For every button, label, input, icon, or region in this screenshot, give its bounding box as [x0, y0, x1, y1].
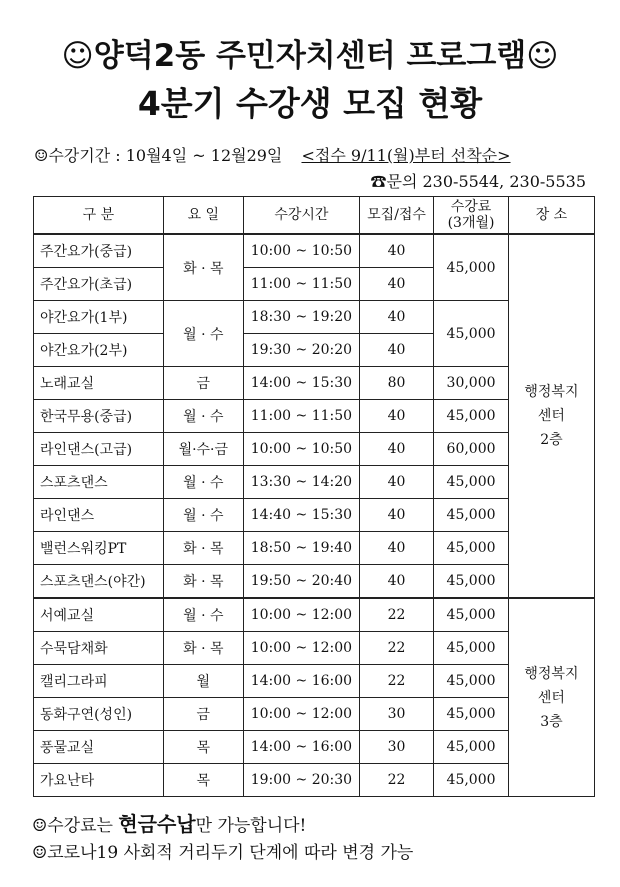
program-fee: 45,000: [434, 532, 509, 565]
program-time: 18:30 ~ 19:20: [243, 301, 359, 334]
program-fee: 45,000: [434, 698, 509, 731]
table-row: [34, 234, 595, 268]
program-table: [33, 196, 595, 797]
reception-text: <접수 9/11(월)부터 선착순>: [301, 146, 511, 165]
program-day: 화 · 목: [163, 632, 243, 665]
header-day: 요 일: [163, 197, 243, 235]
program-time: 19:30 ~ 20:20: [243, 334, 359, 367]
program-recruit: 30: [359, 731, 433, 764]
program-time: 10:00 ~ 12:00: [243, 698, 359, 731]
program-name: 주간요가(초급): [34, 268, 164, 301]
program-name: 라인댄스(고급): [34, 433, 164, 466]
place-2f: [508, 234, 594, 598]
note-payment-prefix: ☺수강료는: [32, 816, 119, 836]
program-recruit: 40: [359, 301, 433, 334]
program-recruit: 22: [359, 598, 433, 632]
program-name: 노래교실: [34, 367, 164, 400]
program-recruit: 40: [359, 499, 433, 532]
program-time: 14:00 ~ 16:00: [243, 665, 359, 698]
program-day: 화 · 목: [163, 565, 243, 599]
program-name: 밸런스워킹PT: [34, 532, 164, 565]
program-recruit: 40: [359, 334, 433, 367]
program-fee: 45,000: [434, 665, 509, 698]
program-day: 월 · 수: [163, 598, 243, 632]
header-place: 장 소: [508, 197, 594, 235]
program-fee: 60,000: [434, 433, 509, 466]
program-recruit: 22: [359, 665, 433, 698]
note-covid: ☺코로나19 사회적 거리두기 단계에 따라 변경 가능: [32, 843, 414, 863]
program-name: 서예교실: [34, 598, 164, 632]
program-time: 14:40 ~ 15:30: [243, 499, 359, 532]
program-recruit: 40: [359, 234, 433, 268]
header-recruit: 모집/접수: [359, 197, 433, 235]
program-recruit: 40: [359, 268, 433, 301]
program-name: 스포츠댄스: [34, 466, 164, 499]
program-time: 10:00 ~ 10:50: [243, 433, 359, 466]
program-fee: 45,000: [434, 499, 509, 532]
program-day: 월: [163, 665, 243, 698]
program-day: 월 · 수: [163, 466, 243, 499]
place-3f-line3: 3층: [540, 713, 563, 730]
program-time: 14:00 ~ 16:00: [243, 731, 359, 764]
program-fee: 45,000: [434, 234, 509, 301]
title-line-1: ☺양덕2동 주민자치센터 프로그램☺: [61, 38, 559, 74]
contact-text: ☎문의 230-5544, 230-5535: [370, 172, 586, 191]
program-name: 수묵담채화: [34, 632, 164, 665]
program-day: 화 · 목: [163, 532, 243, 565]
program-day: 목: [163, 764, 243, 797]
program-time: 13:30 ~ 14:20: [243, 466, 359, 499]
program-recruit: 80: [359, 367, 433, 400]
program-fee: 45,000: [434, 598, 509, 632]
program-recruit: 40: [359, 400, 433, 433]
program-time: 14:00 ~ 15:30: [243, 367, 359, 400]
program-fee: 45,000: [434, 400, 509, 433]
program-name: 스포츠댄스(야간): [34, 565, 164, 599]
program-time: 18:50 ~ 19:40: [243, 532, 359, 565]
program-name: 가요난타: [34, 764, 164, 797]
header-time: 수강시간: [243, 197, 359, 235]
table-header-row: [34, 197, 595, 235]
program-name: 동화구연(성인): [34, 698, 164, 731]
program-day: 월 · 수: [163, 499, 243, 532]
program-fee: 45,000: [434, 301, 509, 367]
program-recruit: 40: [359, 565, 433, 599]
place-3f-line1: 행정복지: [524, 665, 579, 682]
title-line-2: 4분기 수강생 모집 현황: [137, 84, 483, 123]
program-recruit: 40: [359, 532, 433, 565]
program-name: 한국무용(중급): [34, 400, 164, 433]
header-fee-line2: (3개월): [447, 215, 495, 231]
program-time: 10:00 ~ 10:50: [243, 234, 359, 268]
place-3f-line2: 센터: [537, 689, 565, 706]
table-row: [34, 598, 595, 632]
program-day: 월 · 수: [163, 301, 243, 367]
program-fee: 30,000: [434, 367, 509, 400]
program-recruit: 22: [359, 764, 433, 797]
place-2f-line1: 행정복지: [524, 384, 579, 400]
note-payment: [32, 808, 306, 837]
program-day: 금: [163, 367, 243, 400]
program-day: 월 · 수: [163, 400, 243, 433]
note-payment-bold: 현금수납: [118, 812, 196, 836]
program-name: 주간요가(중급): [34, 234, 164, 268]
period-text: ☺수강기간 : 10월4일 ~ 12월29일: [34, 146, 283, 165]
header-fee-line1: 수강료: [450, 199, 492, 215]
program-recruit: 30: [359, 698, 433, 731]
program-name: 풍물교실: [34, 731, 164, 764]
header-category: 구 분: [34, 197, 164, 235]
program-time: 19:00 ~ 20:30: [243, 764, 359, 797]
program-recruit: 22: [359, 632, 433, 665]
header-fee: [434, 197, 509, 235]
program-name: 캘리그라피: [34, 665, 164, 698]
place-3f: [508, 598, 594, 797]
program-name: 야간요가(1부): [34, 301, 164, 334]
program-day: 목: [163, 731, 243, 764]
program-time: 10:00 ~ 12:00: [243, 632, 359, 665]
place-2f-line3: 2층: [540, 432, 563, 448]
program-fee: 45,000: [434, 731, 509, 764]
program-time: 19:50 ~ 20:40: [243, 565, 359, 599]
place-2f-line2: 센터: [537, 408, 565, 424]
note-payment-suffix: 만 가능합니다!: [195, 816, 307, 836]
program-day: 금: [163, 698, 243, 731]
program-day: 월·수·금: [163, 433, 243, 466]
program-fee: 45,000: [434, 466, 509, 499]
program-recruit: 40: [359, 433, 433, 466]
program-name: 라인댄스: [34, 499, 164, 532]
program-recruit: 40: [359, 466, 433, 499]
program-time: 11:00 ~ 11:50: [243, 268, 359, 301]
program-day: 화 · 목: [163, 234, 243, 301]
program-time: 11:00 ~ 11:50: [243, 400, 359, 433]
program-fee: 45,000: [434, 565, 509, 599]
period-line: [34, 143, 511, 166]
program-name: 야간요가(2부): [34, 334, 164, 367]
program-fee: 45,000: [434, 632, 509, 665]
program-time: 10:00 ~ 12:00: [243, 598, 359, 632]
program-fee: 45,000: [434, 764, 509, 797]
